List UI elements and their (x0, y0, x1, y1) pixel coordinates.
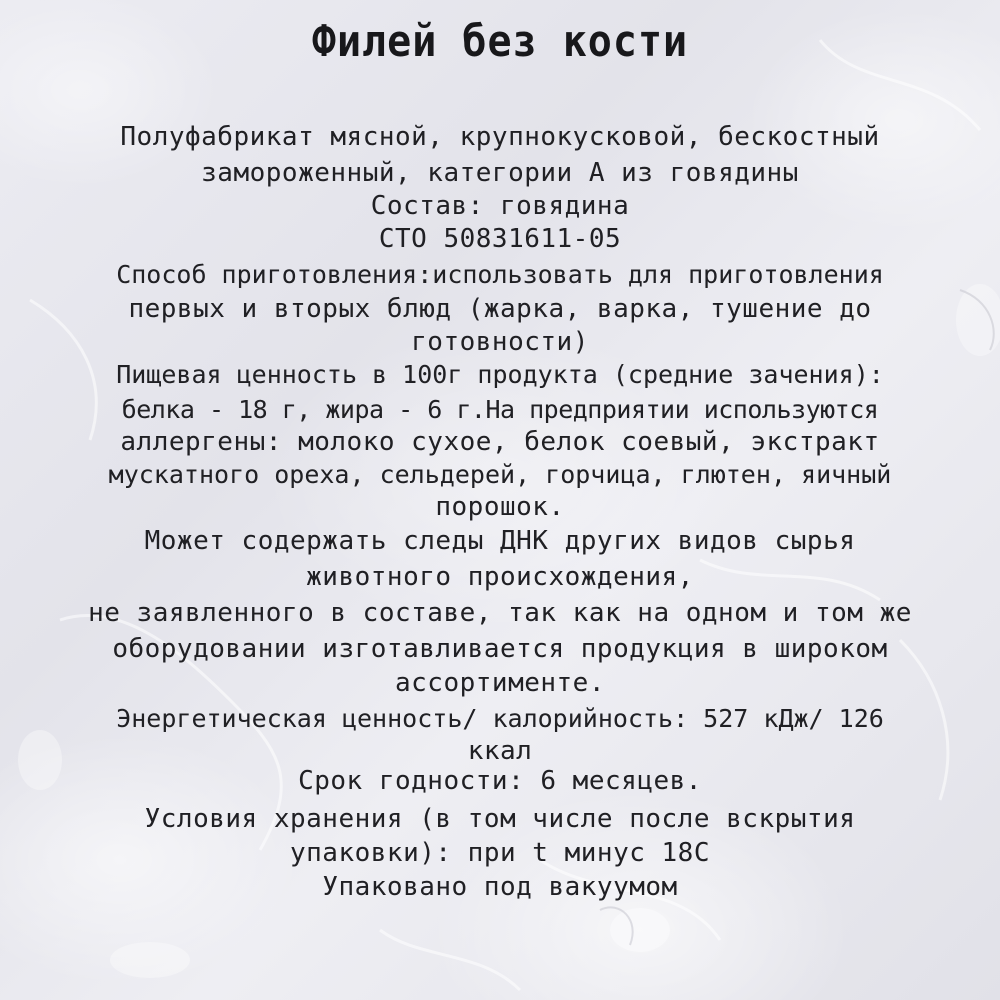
cooking-method-line-1: Способ приготовления:использовать для приготовления (116, 260, 884, 289)
shelf-life-line: Срок годности: 6 месяцев. (298, 766, 702, 796)
description-line-2: замороженный, категории А из говядины (201, 158, 799, 188)
dna-warning-line-5: ассортименте. (395, 668, 605, 698)
storage-line-2: упаковки): при t минус 18С (290, 838, 710, 868)
storage-line-1: Условия хранения (в том числе после вскрытия (144, 804, 856, 834)
cooking-method-line-2: первых и вторых блюд (жарка, варка, тушение до (128, 294, 872, 324)
cooking-method-line-3: готовности) (411, 327, 589, 357)
dna-warning-line-2: животного происхождения, (306, 562, 694, 592)
standard-code-line: СТО 50831611-05 (378, 224, 622, 254)
nutrition-line-1: Пищевая ценность в 100г продукта (средние зачения): (116, 360, 884, 389)
nutrition-line-2: белка - 18 г, жира - 6 г.На предприятии используются (121, 395, 879, 424)
dna-warning-line-3: не заявленного в составе, так как на одном и том же (88, 598, 912, 628)
allergens-line-1: аллергены: молоко сухое, белок соевый, экстракт (120, 427, 880, 457)
energy-value-line-1: Энергетическая ценность/ калорийность: 527 кДж/ 126 (116, 704, 884, 733)
product-title: Филей без кости (311, 17, 689, 67)
allergens-line-3: порошок. (435, 492, 565, 522)
packaging-line: Упаковано под вакуумом (322, 872, 678, 902)
description-line-1: Полуфабрикат мясной, крупнокусковой, бескостный (120, 122, 880, 152)
dna-warning-line-4: оборудовании изготавливается продукция в широком (112, 634, 888, 664)
allergens-line-2: мускатного ореха, сельдерей, горчица, глютен, яичный (108, 460, 892, 489)
composition-line: Состав: говядина (370, 191, 630, 221)
dna-warning-line-1: Может содержать следы ДНК других видов сырья (144, 526, 856, 556)
energy-value-line-2: ккал (467, 736, 533, 766)
